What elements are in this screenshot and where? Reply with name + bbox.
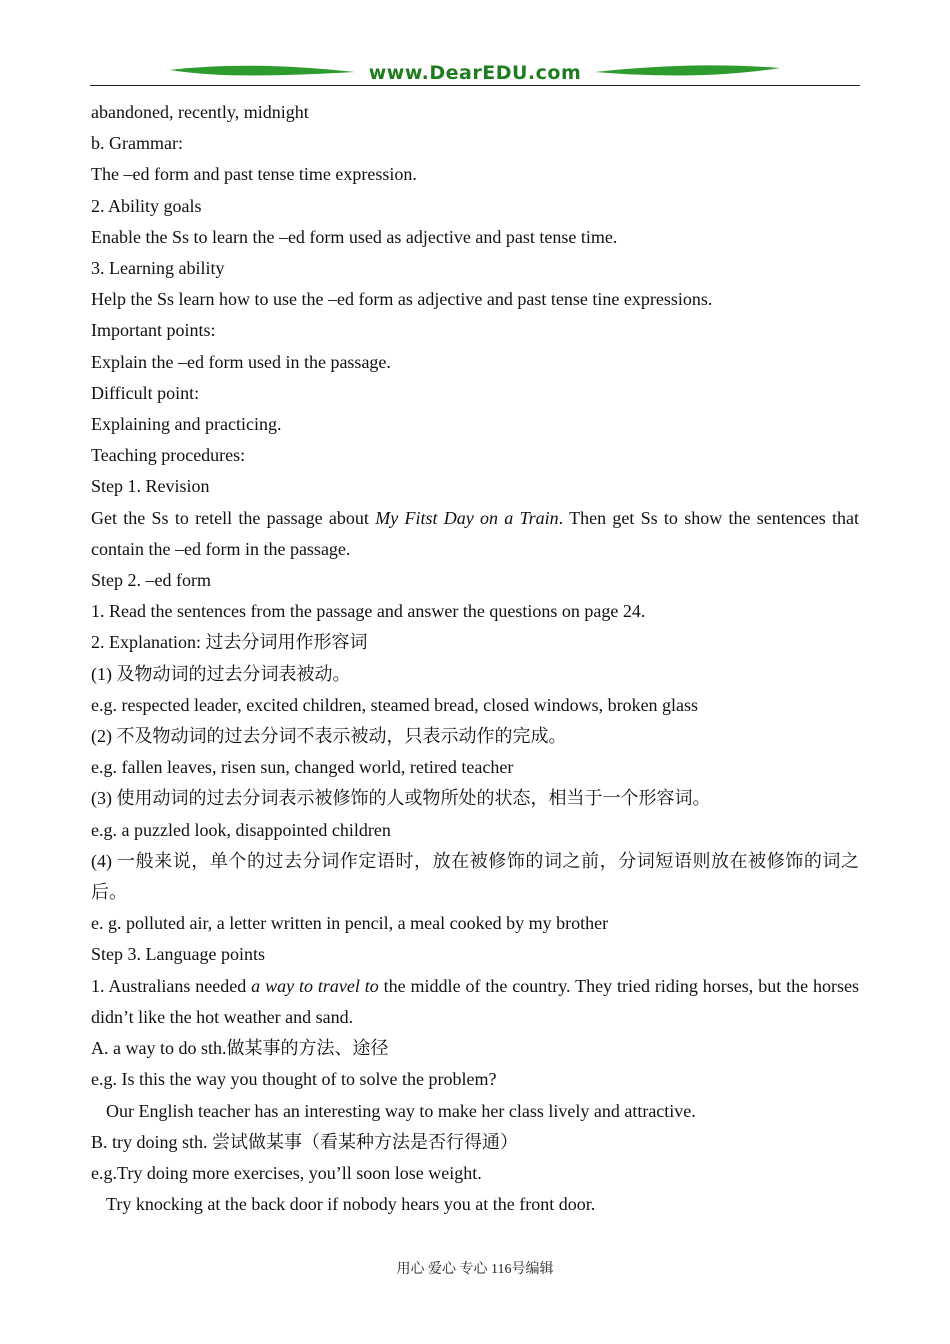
text-line: A. a way to do sth.做某事的方法、途径	[91, 1038, 389, 1059]
text-span: . Then get Ss to show the sentences that contain the –ed form in the passage.	[91, 507, 860, 559]
paragraph: (4) 一般来说，单个的过去分词作定语时，放在被修饰的词之前，分词短语则放在被修饰的词之后。	[91, 850, 859, 903]
step-heading: Step 1. Revision	[91, 476, 210, 497]
text-line: (3) 使用动词的过去分词表示被修饰的人或物所处的状态，相当于一个形容词。	[91, 788, 711, 809]
header-divider	[90, 85, 860, 86]
example-line: e.g. Is this the way you thought of to solve the problem?	[91, 1069, 497, 1090]
text-line: The –ed form and past tense time expression.	[91, 164, 417, 185]
text-line: abandoned, recently, midnight	[91, 102, 309, 122]
text-line: 1. Read the sentences from the passage and answer the questions on page 24.	[91, 601, 646, 622]
page-footer: 用心 爱心 专心 116号编辑	[396, 1262, 554, 1277]
section-heading: Teaching procedures:	[91, 445, 246, 466]
section-heading: Important points:	[91, 320, 216, 341]
section-heading: 3. Learning ability	[91, 258, 225, 279]
example-line: e.g. fallen leaves, risen sun, changed world, retired teacher	[91, 757, 514, 778]
example-line: e.g. respected leader, excited children, steamed bread, closed windows, broken glass	[91, 694, 699, 715]
text-line: Explain the –ed form used in the passage.	[91, 351, 391, 372]
key-phrase: a way to travel to	[251, 975, 379, 996]
text-line: Help the Ss learn how to use the –ed form as adjective and past tense tine expressions.	[91, 289, 713, 310]
page-header	[90, 58, 860, 90]
text-line: (1) 及物动词的过去分词表被动。	[91, 663, 351, 684]
text-line: (2) 不及物动词的过去分词不表示被动，只表示动作的完成。	[91, 726, 567, 747]
section-heading: Difficult point:	[91, 382, 200, 403]
document-body	[91, 97, 859, 1220]
example-line: Our English teacher has an interesting way to make her class lively and attractive.	[106, 1100, 696, 1121]
example-line: Try knocking at the back door if nobody hears you at the front door.	[106, 1194, 596, 1215]
text-line: B. try doing sth. 尝试做某事（看某种方法是否行得通）	[91, 1131, 519, 1152]
step-heading: Step 2. –ed form	[91, 570, 211, 591]
paragraph	[91, 503, 859, 565]
text-span: the middle of the country. They tried riding horses, but the horses didn’t like the hot weather and sand.	[91, 975, 859, 1027]
paragraph	[91, 971, 859, 1033]
site-logo-text: www.DearEDU.com	[368, 62, 582, 84]
example-line: e.g. a puzzled look, disappointed children	[91, 819, 391, 840]
section-heading: b. Grammar:	[91, 133, 183, 154]
example-line: e.g.Try doing more exercises, you’ll soon lose weight.	[91, 1162, 482, 1183]
text-line: Enable the Ss to learn the –ed form used as adjective and past tense time.	[91, 226, 618, 247]
text-span: Get the Ss to retell the passage about	[91, 507, 376, 528]
text-span: 1. Australians needed	[91, 975, 252, 996]
passage-title: My Fitst Day on a Train	[375, 507, 559, 528]
text-line: Explaining and practicing.	[91, 414, 282, 435]
section-heading: 2. Ability goals	[91, 195, 202, 216]
text-line: 2. Explanation: 过去分词用作形容词	[91, 632, 368, 653]
example-line: e. g. polluted air, a letter written in pencil, a meal cooked by my brother	[91, 913, 609, 934]
step-heading: Step 3. Language points	[91, 944, 265, 965]
